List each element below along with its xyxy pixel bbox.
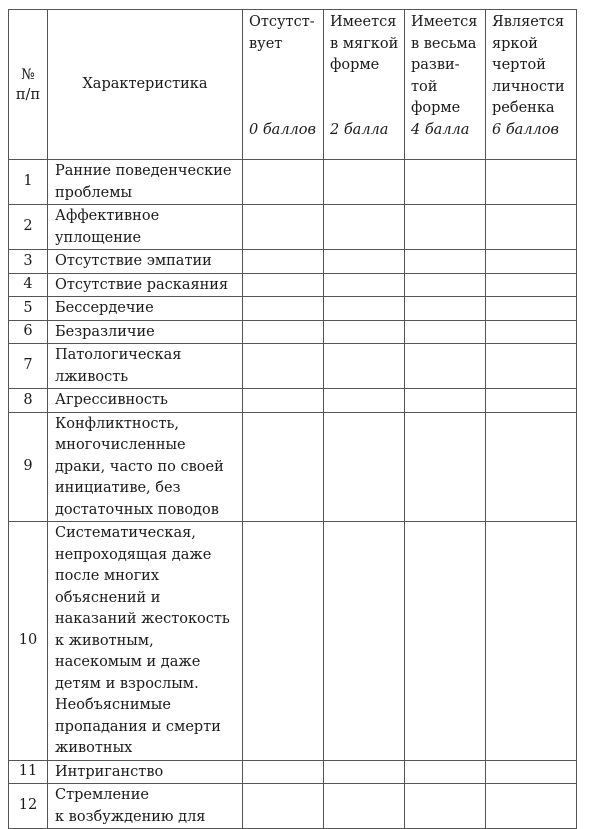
score-cell[interactable] — [486, 760, 577, 784]
score-cell[interactable] — [243, 205, 324, 250]
score-cell[interactable] — [243, 412, 324, 522]
score-points: 4 балла — [411, 121, 470, 138]
assessment-table — [8, 9, 577, 829]
table-row — [9, 320, 577, 344]
score-cell[interactable] — [243, 522, 324, 761]
table-row — [9, 760, 577, 784]
score-cell[interactable] — [486, 320, 577, 344]
row-number: 6 — [9, 320, 48, 344]
score-cell[interactable] — [405, 389, 486, 413]
row-number: 7 — [9, 344, 48, 389]
score-cell[interactable] — [405, 320, 486, 344]
score-cell[interactable] — [243, 273, 324, 297]
score-cell[interactable] — [405, 205, 486, 250]
table-row — [9, 412, 577, 522]
score-cell[interactable] — [324, 250, 405, 274]
row-characteristic: Агрессивность — [48, 389, 243, 413]
row-number: 2 — [9, 205, 48, 250]
row-characteristic: Конфликтность, многочисленные драки, часто по своей инициативе, без достаточных поводов — [48, 412, 243, 522]
row-characteristic: Безразличие — [48, 320, 243, 344]
score-cell[interactable] — [324, 297, 405, 321]
document-page — [8, 9, 576, 825]
row-characteristic: Аффективное уплощение — [48, 205, 243, 250]
score-cell[interactable] — [243, 784, 324, 829]
score-cell[interactable] — [324, 412, 405, 522]
header-characteristic: Характеристика — [48, 10, 243, 160]
row-characteristic: Интриганство — [48, 760, 243, 784]
score-cell[interactable] — [405, 760, 486, 784]
score-cell[interactable] — [405, 784, 486, 829]
row-characteristic: Патологическая лживость — [48, 344, 243, 389]
score-cell[interactable] — [324, 320, 405, 344]
score-cell[interactable] — [486, 273, 577, 297]
score-points: 2 балла — [330, 122, 389, 138]
header-score-mild: Имеется в мягкой форме 2 балла — [324, 10, 405, 160]
score-cell[interactable] — [324, 389, 405, 413]
score-cell[interactable] — [243, 160, 324, 205]
header-score-developed: Имеется в весьма разви- той форме 4 балла — [405, 10, 486, 160]
row-characteristic: Отсутствие раскаяния — [48, 273, 243, 297]
table-row — [9, 273, 577, 297]
header-score-bright-trait: Является яркой чертой личности ребенка 6 баллов — [486, 10, 577, 160]
score-cell[interactable] — [324, 522, 405, 761]
row-number: 11 — [9, 760, 48, 784]
table-row — [9, 344, 577, 389]
score-cell[interactable] — [243, 389, 324, 413]
score-cell[interactable] — [486, 412, 577, 522]
score-cell[interactable] — [243, 320, 324, 344]
score-cell[interactable] — [486, 297, 577, 321]
score-cell[interactable] — [405, 412, 486, 522]
table-row — [9, 389, 577, 413]
row-characteristic: Стремление к возбуждению для — [48, 784, 243, 829]
score-cell[interactable] — [486, 389, 577, 413]
header-score-absent: Отсутст- вует 0 баллов — [243, 10, 324, 160]
score-cell[interactable] — [486, 205, 577, 250]
score-cell[interactable] — [486, 250, 577, 274]
score-cell[interactable] — [405, 344, 486, 389]
row-number: 5 — [9, 297, 48, 321]
score-cell[interactable] — [324, 784, 405, 829]
row-number: 10 — [9, 522, 48, 761]
row-number: 1 — [9, 160, 48, 205]
row-number: 12 — [9, 784, 48, 829]
table-row — [9, 205, 577, 250]
score-cell[interactable] — [243, 297, 324, 321]
score-cell[interactable] — [405, 522, 486, 761]
header-row — [9, 10, 577, 160]
score-points: 0 баллов — [249, 122, 316, 138]
header-number: № п/п — [9, 10, 48, 160]
score-cell[interactable] — [243, 344, 324, 389]
row-characteristic: Отсутствие эмпатии — [48, 250, 243, 274]
score-cell[interactable] — [486, 522, 577, 761]
table-row — [9, 522, 577, 761]
score-cell[interactable] — [405, 297, 486, 321]
score-cell[interactable] — [324, 273, 405, 297]
score-cell[interactable] — [243, 250, 324, 274]
score-cell[interactable] — [486, 784, 577, 829]
table-row — [9, 160, 577, 205]
table-row — [9, 297, 577, 321]
score-cell[interactable] — [405, 160, 486, 205]
row-number: 8 — [9, 389, 48, 413]
row-characteristic: Систематическая, непроходящая даже после многих объяснений и наказаний жестокость к животным, насекомым и даже детям и взрослым. Необъяснимые пропадания и смерти животных — [48, 522, 243, 761]
row-number: 9 — [9, 412, 48, 522]
score-cell[interactable] — [324, 205, 405, 250]
score-points: 6 баллов — [492, 121, 559, 138]
table-row — [9, 784, 577, 829]
row-characteristic: Ранние поведенческие проблемы — [48, 160, 243, 205]
row-number: 4 — [9, 273, 48, 297]
score-cell[interactable] — [486, 344, 577, 389]
score-cell[interactable] — [405, 273, 486, 297]
row-number: 3 — [9, 250, 48, 274]
score-cell[interactable] — [405, 250, 486, 274]
score-cell[interactable] — [324, 160, 405, 205]
score-cell[interactable] — [243, 760, 324, 784]
score-cell[interactable] — [324, 344, 405, 389]
score-cell[interactable] — [324, 760, 405, 784]
table-row — [9, 250, 577, 274]
score-cell[interactable] — [486, 160, 577, 205]
row-characteristic: Бессердечие — [48, 297, 243, 321]
